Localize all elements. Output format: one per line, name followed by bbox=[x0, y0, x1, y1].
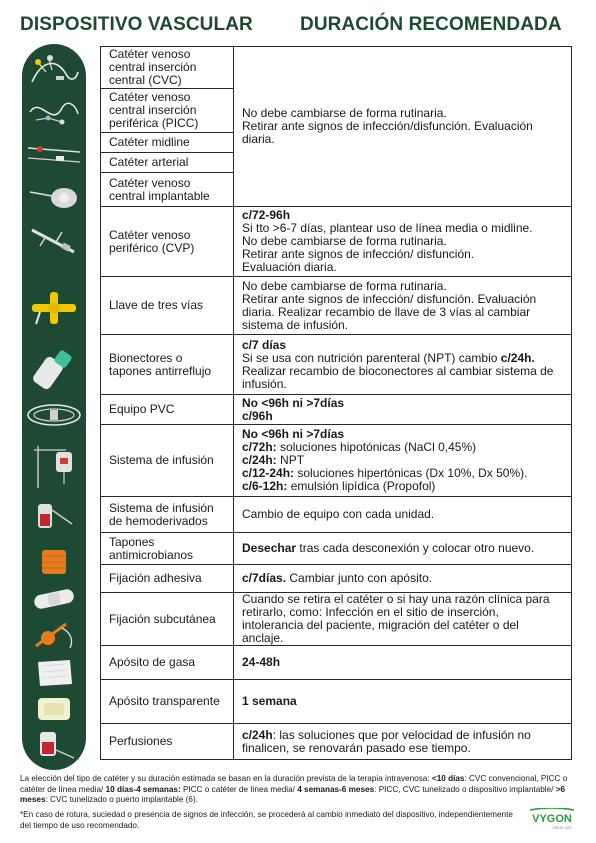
duration-cell: Cambio de equipo con cada unidad. bbox=[234, 497, 572, 533]
transparent-dressing-icon bbox=[22, 694, 86, 724]
device-label: Catéter arterial bbox=[101, 153, 234, 173]
header-left-title: DISPOSITIVO VASCULAR bbox=[20, 14, 253, 35]
duration-text: : las soluciones que por velocidad de infusión no finalicen, se renovarán pasado ese tiempo. bbox=[242, 727, 531, 755]
device-label: Fijación subcutánea bbox=[101, 593, 234, 646]
peripheral-catheter-icon bbox=[22, 224, 86, 258]
duration-bold: Desechar bbox=[242, 541, 297, 555]
antimicrobial-cap-icon bbox=[22, 546, 86, 578]
duration-text: Cambiar junto con apósito. bbox=[286, 571, 433, 585]
iv-set-icon bbox=[22, 400, 86, 430]
gauze-dressing-icon bbox=[22, 656, 86, 690]
duration-bold: c/24h. bbox=[500, 350, 535, 365]
duration-line: Realizar recambio de bioconectores al cambiar sistema de infusión. bbox=[242, 363, 554, 391]
duration-cell bbox=[234, 277, 572, 335]
duration-bold: c/72h: bbox=[242, 440, 277, 454]
duration-line: No debe cambiarse de forma rutinaria. bbox=[242, 278, 447, 293]
duration-line: No debe cambiarse de forma rutinaria. bbox=[242, 234, 447, 248]
device-label: Apósito de gasa bbox=[101, 646, 234, 680]
footer-text: PICC o catéter de línea media/ bbox=[180, 784, 298, 794]
midline-catheter-icon bbox=[22, 138, 86, 168]
table-row bbox=[101, 724, 572, 760]
table-row bbox=[101, 593, 572, 646]
duration-text: emulsión lipídica (Propofol) bbox=[287, 479, 436, 493]
device-label: Llave de tres vías bbox=[101, 277, 234, 335]
device-label: Catéter venoso central inserción central (CVC) bbox=[101, 47, 234, 89]
duration-line bbox=[242, 352, 563, 365]
device-label: Catéter venoso periférico (CVP) bbox=[101, 207, 234, 277]
picc-catheter-icon bbox=[22, 92, 86, 132]
table-row bbox=[101, 497, 572, 533]
duration-cell: 24-48h bbox=[234, 646, 572, 680]
duration-table bbox=[100, 46, 572, 760]
device-icon-rail bbox=[22, 44, 86, 770]
duration-text: NPT bbox=[276, 453, 305, 467]
device-label: Sistema de infusión de hemoderivados bbox=[101, 497, 234, 533]
duration-line: Retirar ante signos de infección/ disfunción. bbox=[242, 247, 475, 261]
header-right-title: DURACIÓN RECOMENDADA bbox=[300, 14, 562, 35]
perfusion-icon bbox=[22, 728, 86, 764]
duration-bold: c/72-96h bbox=[242, 208, 291, 222]
table-row bbox=[101, 207, 572, 277]
footer-bold: <10 días bbox=[431, 774, 465, 783]
footer-disclaimer: *En caso de rotura, suciedad o presencia de signos de infección, se procederá al cambio inmediato del dispositivo, independientemente del tiempo de uso recomendado. bbox=[20, 810, 513, 830]
duration-cell: 1 semana bbox=[234, 680, 572, 724]
device-label: Catéter midline bbox=[101, 133, 234, 153]
duration-bold: c/12-24h: bbox=[242, 466, 295, 480]
footer-bold: >6 meses bbox=[20, 784, 566, 804]
duration-line bbox=[242, 480, 563, 493]
duration-line: No debe cambiarse de forma rutinaria. bbox=[242, 106, 447, 120]
device-label: Perfusiones bbox=[101, 724, 234, 760]
duration-cell bbox=[234, 395, 572, 425]
bionector-icon bbox=[22, 348, 86, 392]
footer-text: : PICC, CVC tunelizado o dispositivo implantable/ bbox=[374, 784, 556, 794]
table-row bbox=[101, 533, 572, 565]
device-label: Fijación adhesiva bbox=[101, 565, 234, 593]
duration-bold: c/7 días bbox=[242, 337, 287, 352]
infusion-bag-icon bbox=[22, 444, 86, 490]
duration-bold: c/24h: bbox=[242, 453, 277, 467]
duration-cell: Cuando se retira el catéter o si hay una razón clínica para retirarlo, como: Infección en el sitio de inserción, intolerancia del paciente, migración del catéter o del anclaje. bbox=[234, 593, 572, 646]
footer-text: : CVC convencional, PICC o catéter de línea media/ bbox=[20, 774, 568, 794]
duration-bold: No <96h ni >7días bbox=[242, 395, 345, 410]
device-label: Bionectores o tapones antirreflujo bbox=[101, 335, 234, 395]
cvc-catheter-icon bbox=[22, 52, 86, 92]
duration-cell bbox=[234, 425, 572, 497]
device-label: Tapones antimicrobianos bbox=[101, 533, 234, 565]
duration-cell bbox=[234, 533, 572, 565]
duration-cell bbox=[234, 335, 572, 395]
table-row bbox=[101, 680, 572, 724]
duration-cell bbox=[234, 207, 572, 277]
footer-bold: 4 semanas-6 meses bbox=[297, 784, 375, 794]
duration-text: tras cada desconexión y colocar otro nuevo. bbox=[296, 541, 535, 555]
duration-line: Retirar ante signos de infección/disfunción. Evaluación diaria. bbox=[242, 119, 533, 146]
duration-cell bbox=[234, 724, 572, 760]
footer-text: La elección del tipo de catéter y su duración estimada se basan en la duración prevista de la terapia intravenosa: bbox=[20, 774, 432, 783]
subcutaneous-fixation-icon bbox=[22, 618, 86, 654]
table-row bbox=[101, 335, 572, 395]
footer-bold: 10 días-4 semanas: bbox=[105, 784, 181, 794]
duration-line: Retirar ante signos de infección/ disfunción. Evaluación diaria. Realizar recambio de llave de 3 vías al cambiar sistema de infusión. bbox=[242, 291, 537, 332]
logo-tagline: Value Life bbox=[552, 825, 572, 830]
device-label: Catéter venoso central implantable bbox=[101, 173, 234, 207]
duration-bold: c/6-12h: bbox=[242, 479, 288, 493]
device-label: Apósito transparente bbox=[101, 680, 234, 724]
table-row bbox=[101, 565, 572, 593]
duration-cell bbox=[234, 565, 572, 593]
vygon-logo bbox=[526, 808, 578, 830]
adhesive-fixation-icon bbox=[22, 584, 86, 614]
duration-bold: c/24h bbox=[242, 727, 273, 742]
table-row bbox=[101, 646, 572, 680]
logo-text: VYGON bbox=[532, 813, 572, 825]
duration-line: Si tto >6-7 días, plantear uso de línea media o midline. bbox=[242, 221, 533, 235]
duration-line: Evaluación diaria. bbox=[242, 260, 337, 274]
table-row bbox=[101, 47, 572, 89]
duration-cell bbox=[234, 47, 572, 207]
duration-bold: c/7días. bbox=[242, 571, 287, 585]
device-label: Equipo PVC bbox=[101, 395, 234, 425]
duration-bold: No <96h ni >7días bbox=[242, 427, 345, 441]
footer-note bbox=[20, 774, 580, 806]
stopcock-icon bbox=[22, 288, 86, 330]
duration-text: Si se usa con nutrición parenteral (NPT) cambio bbox=[242, 350, 501, 365]
footer-text: : CVC tunelizado o puerto implantable (6). bbox=[45, 795, 198, 804]
device-label: Catéter venoso central inserción periférica (PICC) bbox=[101, 89, 234, 133]
port-icon bbox=[22, 180, 86, 214]
duration-text: soluciones hipertónicas (Dx 10%, Dx 50%). bbox=[294, 466, 528, 480]
duration-bold: c/96h bbox=[242, 408, 273, 423]
table-row bbox=[101, 425, 572, 497]
duration-text: soluciones hipotónicas (NaCl 0,45%) bbox=[276, 440, 477, 454]
blood-bag-icon bbox=[22, 500, 86, 536]
device-label: Sistema de infusión bbox=[101, 425, 234, 497]
table-row bbox=[101, 395, 572, 425]
table-row bbox=[101, 277, 572, 335]
